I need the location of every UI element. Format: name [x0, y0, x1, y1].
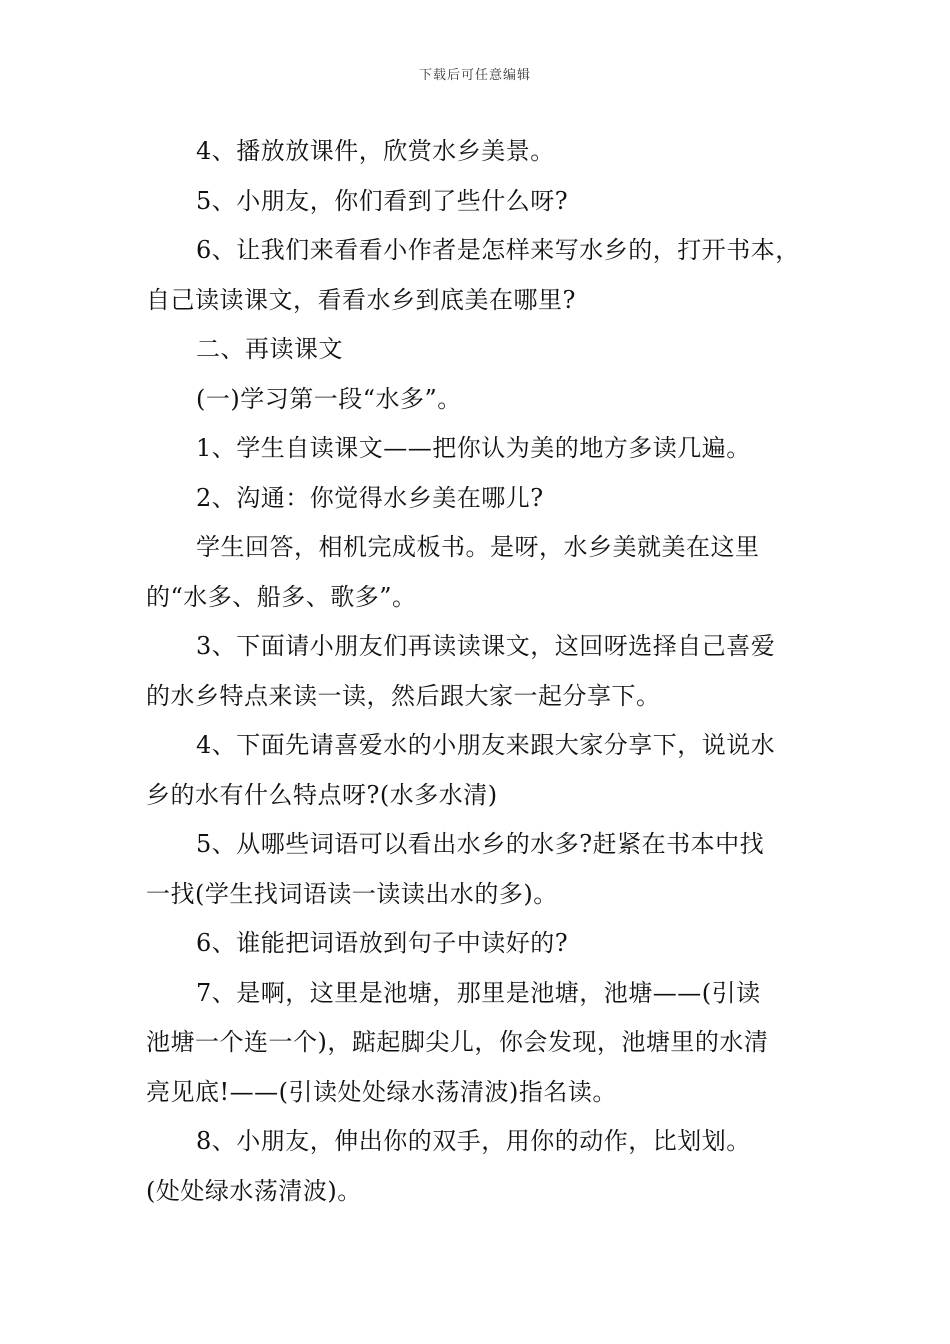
- paragraph-line: 一找(学生找词语读一读读出水的多)。: [146, 879, 558, 908]
- paragraph-line: 8、小朋友，伸出你的双手，用你的动作，比划划。: [196, 1127, 751, 1155]
- paragraph-line: 5、从哪些词语可以看出水乡的水多?赶紧在书本中找: [196, 830, 765, 858]
- paragraph-line: 5、小朋友，你们看到了些什么呀?: [196, 186, 569, 215]
- paragraph-line: 的水乡特点来读一读，然后跟大家一起分享下。: [146, 681, 661, 710]
- paragraph-line: 的“水多、船多、歌多”。: [146, 582, 417, 611]
- paragraph-line: 3、下面请小朋友们再读读课文，这回呀选择自己喜爱: [196, 632, 776, 660]
- paragraph-line: 学生回答，相机完成板书。是呀，水乡美就美在这里: [196, 533, 760, 561]
- paragraph-line: 6、谁能把词语放到句子中读好的?: [196, 929, 569, 957]
- subsection-heading: (一)学习第一段“水多”。: [196, 384, 462, 413]
- page-header-note: 下载后可任意编辑: [418, 68, 531, 83]
- document-body: [146, 127, 836, 1216]
- paragraph-line: 自己读读课文，看看水乡到底美在哪里?: [146, 285, 576, 314]
- paragraph-line: 2、沟通：你觉得水乡美在哪儿?: [196, 483, 544, 512]
- paragraph-line: 7、是啊，这里是池塘，那里是池塘，池塘——(引读: [196, 978, 761, 1007]
- paragraph-line: (处处绿水荡清波)。: [146, 1176, 362, 1205]
- paragraph-line: 乡的水有什么特点呀?(水多水清): [146, 780, 498, 809]
- section-heading: 二、再读课文: [196, 335, 343, 363]
- paragraph-line: 亮见底!——(引读处处绿水荡清波)指名读。: [146, 1077, 617, 1106]
- paragraph-line: 6、让我们来看看小作者是怎样来写水乡的，打开书本，: [196, 236, 800, 264]
- paragraph-line: 4、播放放课件，欣赏水乡美景。: [196, 137, 555, 165]
- paragraph-line: 4、下面先请喜爱水的小朋友来跟大家分享下，说说水: [196, 731, 776, 759]
- paragraph-line: 池塘一个连一个)，踮起脚尖儿，你会发现，池塘里的水清: [146, 1028, 769, 1056]
- paragraph-line: 1、学生自读课文——把你认为美的地方多读几遍。: [196, 434, 751, 462]
